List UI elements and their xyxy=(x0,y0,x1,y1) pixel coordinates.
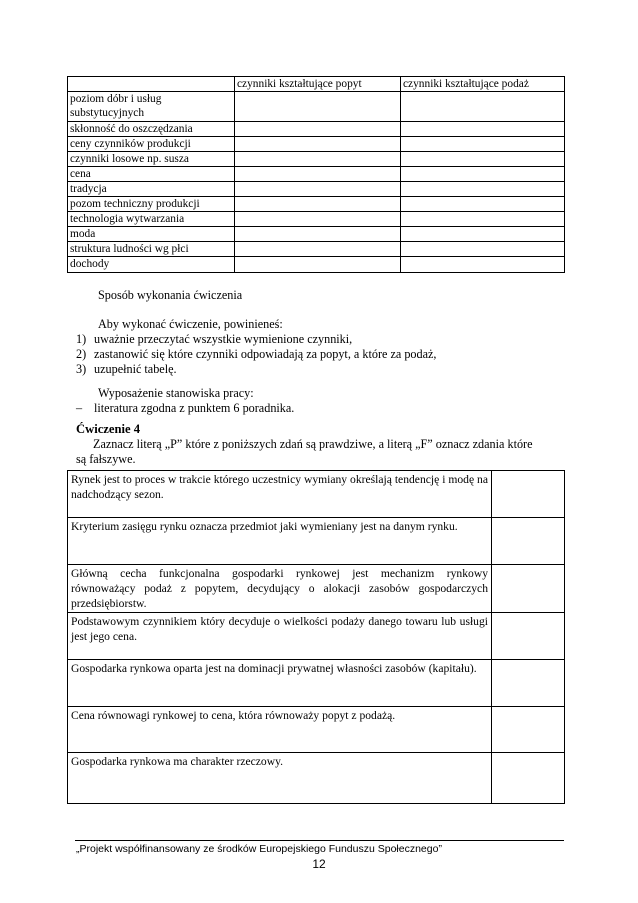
factor-cell: struktura ludności wg płci xyxy=(68,242,235,257)
instruction-line: są fałszywe. xyxy=(76,452,136,466)
factor-cell: dochody xyxy=(68,257,235,273)
table-row xyxy=(68,227,565,242)
table-row xyxy=(68,152,565,167)
exercise-title: Ćwiczenie 4 xyxy=(76,422,140,436)
statement-cell: Cena równowagi rynkowej to cena, która równoważy popyt z podażą. xyxy=(68,707,492,753)
answer-cell[interactable] xyxy=(492,613,565,660)
factor-cell: pozom techniczny produkcji xyxy=(68,197,235,212)
factors-table xyxy=(67,76,565,273)
factor-cell: skłonność do oszczędzania xyxy=(68,122,235,137)
table-row xyxy=(68,182,565,197)
step-item xyxy=(76,347,436,362)
true-false-table xyxy=(67,470,565,804)
method-heading: Sposób wykonania ćwiczenia xyxy=(98,288,243,302)
table-header-row xyxy=(68,77,565,92)
table-row xyxy=(68,471,565,518)
step-text: uważnie przeczytać wszystkie wymienione czynniki, xyxy=(94,332,353,346)
header-cell-empty xyxy=(68,77,235,92)
table-row xyxy=(68,565,565,613)
bullet-dash: – xyxy=(76,401,83,415)
statement-cell: Główną cecha funkcjonalna gospodarki rynkowej jest mechanizm rynkowy równoważący podaż z popytem, decydujący o alokacji zasobów gospodarczych przedsiębiorstw. xyxy=(68,565,492,613)
supply-answer-cell[interactable] xyxy=(401,212,565,227)
step-number: 1) xyxy=(76,332,87,346)
statement-cell: Gospodarka rynkowa ma charakter rzeczowy. xyxy=(68,753,492,804)
answer-cell[interactable] xyxy=(492,471,565,518)
equipment-item xyxy=(76,401,294,416)
table-row xyxy=(68,257,565,273)
page-number: 12 xyxy=(312,857,326,871)
supply-answer-cell[interactable] xyxy=(401,122,565,137)
answer-cell[interactable] xyxy=(492,707,565,753)
table-row xyxy=(68,137,565,152)
supply-answer-cell[interactable] xyxy=(401,182,565,197)
demand-answer-cell[interactable] xyxy=(235,182,401,197)
table-row xyxy=(68,212,565,227)
demand-answer-cell[interactable] xyxy=(235,152,401,167)
demand-answer-cell[interactable] xyxy=(235,227,401,242)
table-row xyxy=(68,518,565,565)
table-row xyxy=(68,197,565,212)
supply-answer-cell[interactable] xyxy=(401,257,565,273)
step-text: zastanowić się które czynniki odpowiadają za popyt, a które za podaż, xyxy=(94,347,437,361)
supply-answer-cell[interactable] xyxy=(401,137,565,152)
statement-cell: Podstawowym czynnikiem który decyduje o wielkości podaży danego towaru lub usługi jest jego cena. xyxy=(68,613,492,660)
statement-cell: Kryterium zasięgu rynku oznacza przedmiot jaki wymieniany jest na danym rynku. xyxy=(68,518,492,565)
demand-answer-cell[interactable] xyxy=(235,242,401,257)
demand-answer-cell[interactable] xyxy=(235,257,401,273)
footer-divider xyxy=(75,840,564,841)
instruction-line: Zaznacz literą „P” które z poniższych zdań są prawdziwe, a literą „F” oznacz zdania które xyxy=(93,437,533,451)
step-item xyxy=(76,332,352,347)
supply-answer-cell[interactable] xyxy=(401,242,565,257)
step-item xyxy=(76,362,177,377)
supply-answer-cell[interactable] xyxy=(401,227,565,242)
demand-answer-cell[interactable] xyxy=(235,137,401,152)
factor-cell: cena xyxy=(68,167,235,182)
footer-project-note: „Projekt współfinansowany ze środków Europejskiego Funduszu Społecznego” xyxy=(76,843,442,855)
table-row xyxy=(68,242,565,257)
demand-answer-cell[interactable] xyxy=(235,167,401,182)
factor-cell: ceny czynników produkcji xyxy=(68,137,235,152)
demand-answer-cell[interactable] xyxy=(235,197,401,212)
table-row xyxy=(68,660,565,707)
answer-cell[interactable] xyxy=(492,565,565,613)
table-row xyxy=(68,92,565,122)
step-number: 2) xyxy=(76,347,87,361)
method-intro: Aby wykonać ćwiczenie, powinieneś: xyxy=(98,317,283,331)
demand-answer-cell[interactable] xyxy=(235,212,401,227)
supply-answer-cell[interactable] xyxy=(401,197,565,212)
factor-cell: moda xyxy=(68,227,235,242)
factor-cell: poziom dóbr i usług substytucyjnych xyxy=(68,92,235,122)
factor-cell: tradycja xyxy=(68,182,235,197)
table-row xyxy=(68,167,565,182)
table-row xyxy=(68,613,565,660)
supply-answer-cell[interactable] xyxy=(401,152,565,167)
table-row xyxy=(68,753,565,804)
demand-answer-cell[interactable] xyxy=(235,122,401,137)
step-number: 3) xyxy=(76,362,87,376)
equipment-text: literatura zgodna z punktem 6 poradnika. xyxy=(94,401,295,415)
supply-answer-cell[interactable] xyxy=(401,167,565,182)
header-supply-factors: czynniki kształtujące podaż xyxy=(401,77,565,92)
supply-answer-cell[interactable] xyxy=(401,92,565,122)
answer-cell[interactable] xyxy=(492,660,565,707)
factor-cell: czynniki losowe np. susza xyxy=(68,152,235,167)
factor-cell: technologia wytwarzania xyxy=(68,212,235,227)
header-demand-factors: czynniki kształtujące popyt xyxy=(235,77,401,92)
table-row xyxy=(68,122,565,137)
answer-cell[interactable] xyxy=(492,753,565,804)
step-text: uzupełnić tabelę. xyxy=(94,362,177,376)
table-row xyxy=(68,707,565,753)
demand-answer-cell[interactable] xyxy=(235,92,401,122)
exercise-instruction xyxy=(76,437,562,467)
statement-cell: Gospodarka rynkowa oparta jest na dominacji prywatnej własności zasobów (kapitału). xyxy=(68,660,492,707)
statement-cell: Rynek jest to proces w trakcie którego uczestnicy wymiany określają tendencję i modę na nadchodzący sezon. xyxy=(68,471,492,518)
answer-cell[interactable] xyxy=(492,518,565,565)
equipment-heading: Wyposażenie stanowiska pracy: xyxy=(98,386,254,400)
